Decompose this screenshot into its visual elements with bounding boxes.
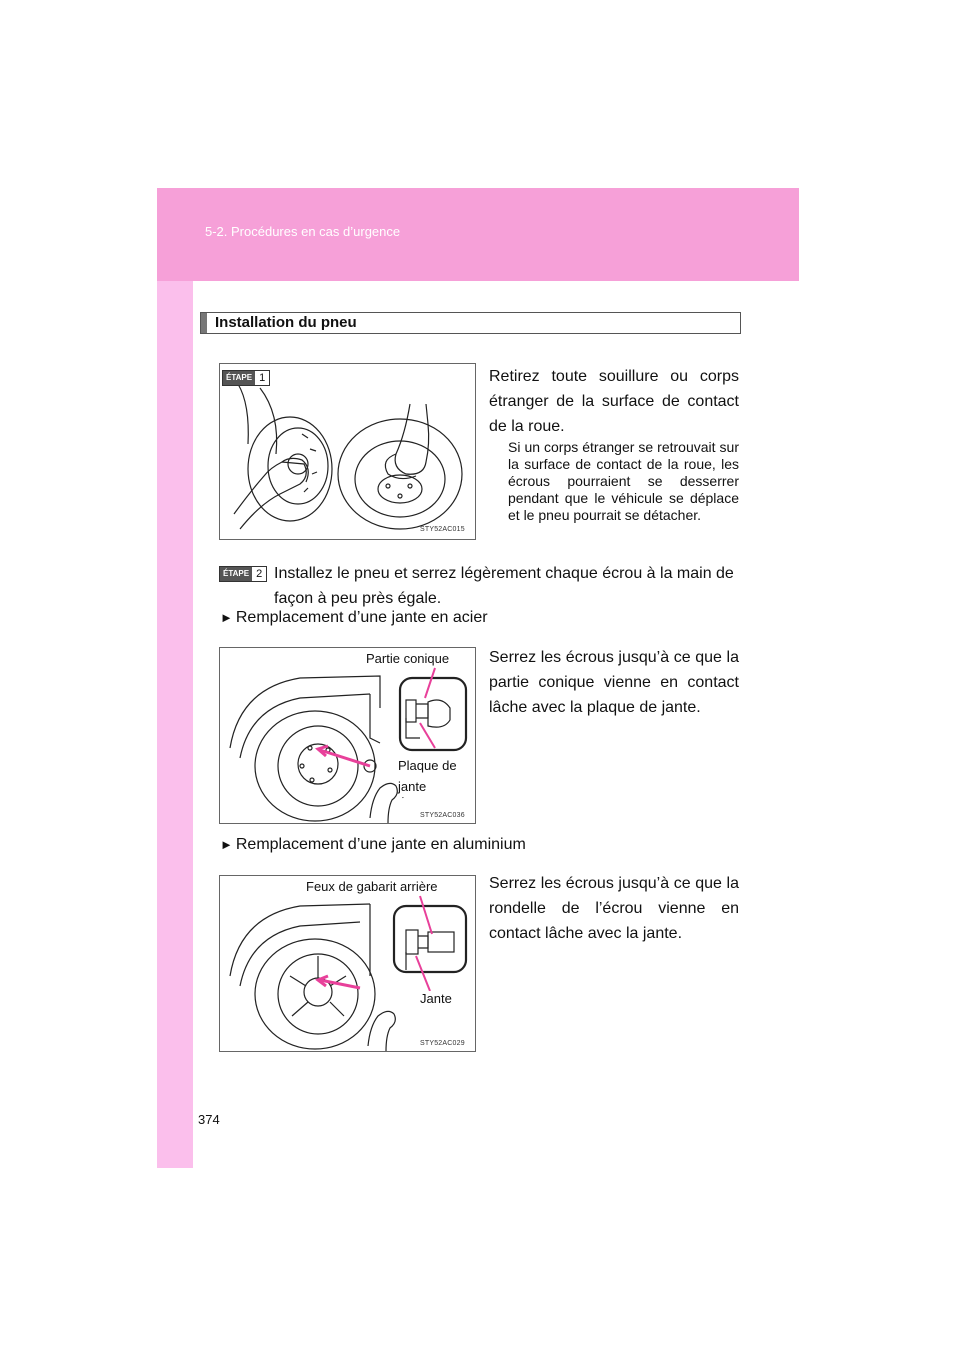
side-strip [157,281,193,1168]
figure-code: STY52AC029 [420,1040,465,1047]
step2-badge [219,563,267,582]
pointer-arrow [318,976,360,988]
aluminium-rim-illustration [220,876,475,1051]
callout-feux-de-gabarit-arriere: Feux de gabarit arrière [306,879,438,894]
section-title: Installation du pneu [215,314,357,331]
step-number: 1 [255,371,269,385]
figure-steel-rim [219,647,476,824]
steel-rim-text: Serrez les écrous jusqu’à ce que la partie conique vienne en contact lâche avec la plaque de jante. [489,649,739,716]
step-label: ÉTAPE [223,371,255,385]
figure-code: STY52AC036 [420,812,465,819]
steel-rim-heading-text: Remplacement d’une jante en acier [235,609,488,626]
step-label: ÉTAPE [220,567,252,581]
clean-wheel-illustration [220,364,475,539]
breadcrumb: 5-2. Procédures en cas d’urgence [205,224,401,239]
callout-jante: Jante [420,991,452,1006]
step1-note: Si un corps étranger se retrouvait sur la surface de contact de la roue, les écrous pourraient se desserrer pendant que le véhicule se déplace et le pneu pourrait se détacher. [508,439,739,523]
step1-text: Retirez toute souillure ou corps étranger de la surface de contact de la roue. [489,368,739,435]
triangle-bullet-icon: ► [220,610,233,625]
figure-clean-wheel [219,363,476,540]
steel-rim-heading [220,609,488,627]
aluminium-rim-heading-text: Remplacement d’une jante en aluminium [235,836,526,853]
step-number: 2 [252,567,266,581]
section-heading-stripe [201,313,207,333]
aluminium-rim-heading [220,836,526,854]
step2-text: Installez le pneu et serrez légèrement chaque écrou à la main de façon à peu près égale. [274,565,734,607]
callout-partie-conique: Partie conique [366,651,450,666]
page-number: 374 [198,1112,220,1127]
aluminium-rim-text: Serrez les écrous jusqu’à ce que la rondelle de l’écrou vienne en contact lâche avec la jante. [489,875,739,942]
triangle-bullet-icon: ► [220,837,233,852]
section-heading [200,312,741,334]
figure-code: STY52AC015 [420,526,465,533]
figure-aluminium-rim [219,875,476,1052]
step1-badge [222,367,270,386]
callout-plaque-de-jante: Plaque de jante [398,755,464,797]
